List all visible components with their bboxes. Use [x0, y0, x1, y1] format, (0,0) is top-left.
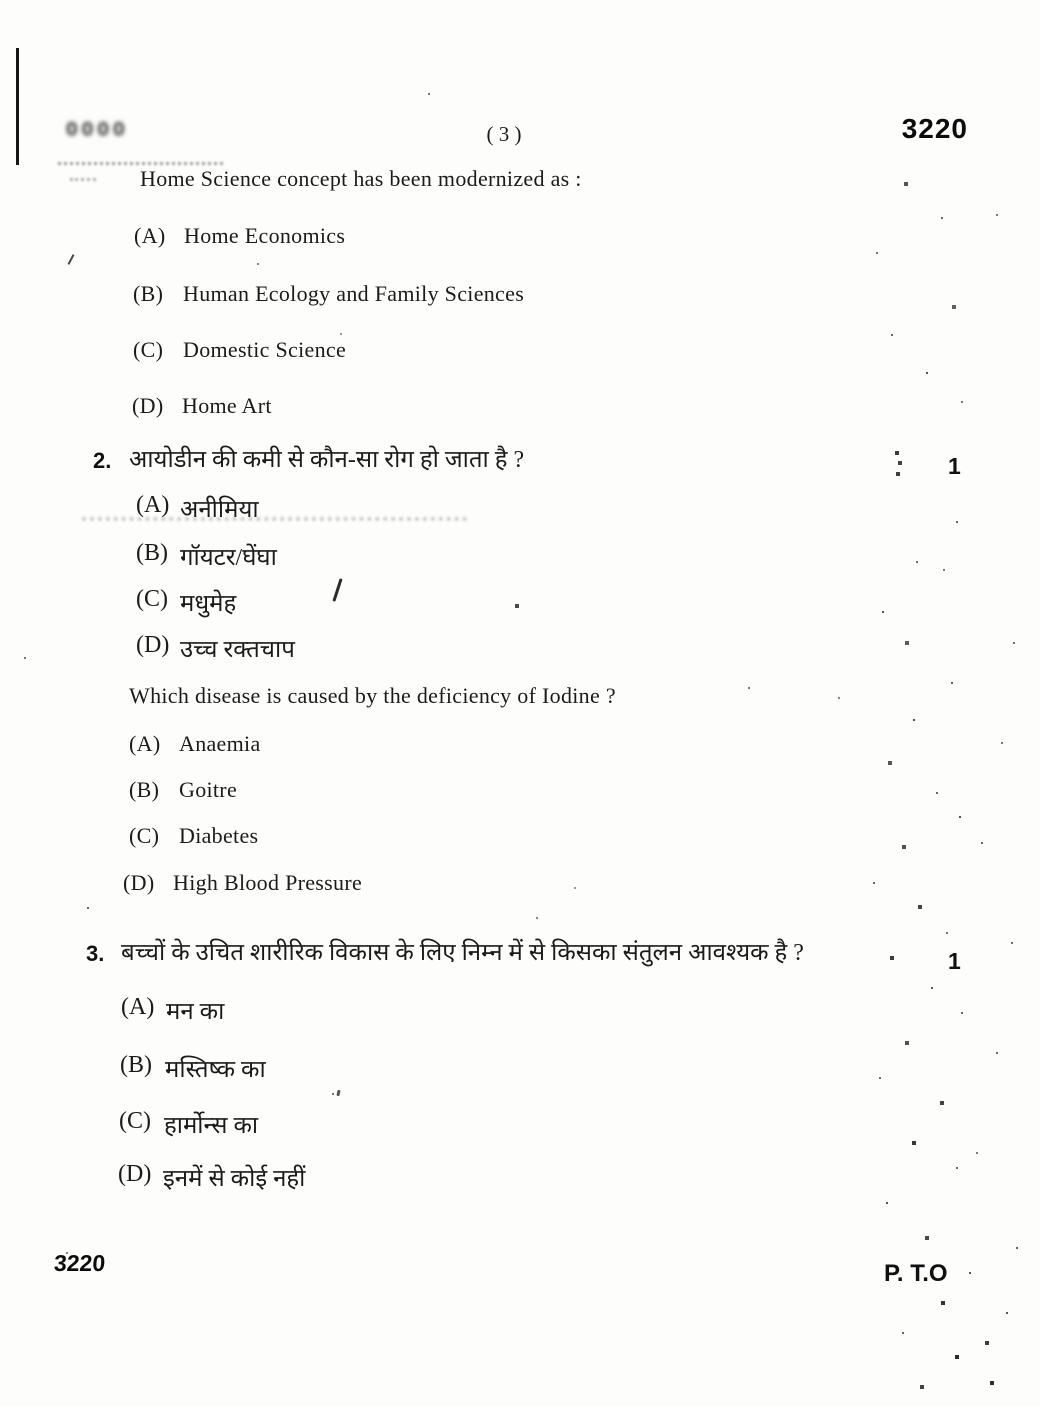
scan-noise-speckles [0, 0, 2, 2]
option-text: Home Art [182, 393, 272, 418]
question-3-option-c [119, 1108, 258, 1141]
scan-edge-line [16, 48, 19, 165]
question-3-number: 3. [86, 941, 105, 966]
question-1-option-d [132, 393, 272, 419]
option-letter: (C) [129, 823, 160, 848]
option-text: Domestic Science [183, 337, 347, 362]
option-letter: (B) [120, 1052, 152, 1078]
question-2-option-b-hindi [136, 540, 277, 573]
stray-pen-mark [336, 1090, 340, 1096]
question-2-stem-hindi: आयोडीन की कमी से कौन-सा रोग हो जाता है ? [129, 447, 525, 473]
question-2-option-d-hindi [136, 632, 295, 665]
question-1-option-a [134, 223, 345, 249]
option-text: Anaemia [179, 731, 261, 756]
stray-pen-mark [332, 578, 342, 602]
page-number: ( 3 ) [486, 122, 522, 146]
question-1-stem-english: Home Science concept has been modernized as : [140, 166, 582, 191]
question-2-option-a-english [129, 731, 261, 757]
question-2-option-a-hindi [136, 492, 259, 525]
option-letter: (C) [136, 586, 168, 612]
ink-smudge-dashes [58, 162, 223, 165]
paper-code-bottom: 3220 [53, 1250, 107, 1276]
option-letter: (B) [133, 281, 164, 306]
option-letter: (D) [118, 1161, 152, 1187]
question-1-option-c [133, 337, 346, 363]
option-letter: (A) [121, 994, 155, 1020]
option-letter: (A) [136, 492, 170, 518]
question-3-option-b [120, 1052, 266, 1085]
question-2-option-d-english [123, 870, 362, 896]
ink-smudge-dashes [70, 178, 96, 181]
question-2-option-b-english [129, 777, 237, 803]
option-text: मस्तिष्क का [165, 1057, 266, 1083]
option-letter: (D) [123, 870, 155, 895]
option-text: अनीमिया [180, 497, 259, 523]
option-letter: (D) [132, 393, 164, 418]
please-turn-over: P. T.O [884, 1260, 948, 1287]
option-text: हार्मोन्स का [164, 1113, 259, 1139]
option-letter: (D) [136, 632, 170, 658]
option-text: उच्च रक्तचाप [180, 637, 295, 663]
question-3-marks: 1 [948, 948, 961, 974]
option-letter: (B) [129, 777, 160, 802]
option-text: मन का [166, 999, 225, 1025]
option-letter: (A) [134, 223, 166, 248]
option-text: Human Ecology and Family Sciences [183, 281, 525, 306]
option-letter: (C) [119, 1108, 151, 1134]
option-text: मधुमेह [180, 591, 237, 617]
option-letter: (C) [133, 337, 164, 362]
option-text: इनमें से कोई नहीं [163, 1166, 306, 1192]
ink-smudge: 0000 [66, 118, 129, 141]
question-1-option-b [133, 281, 524, 307]
paper-code-top: 3220 [901, 113, 968, 144]
question-3-option-a [121, 994, 224, 1027]
question-2-stem-english: Which disease is caused by the deficiency of Iodine ? [129, 683, 616, 708]
stray-pen-mark [68, 254, 75, 265]
option-text: गॉयटर/घेंघा [180, 545, 277, 571]
option-letter: (A) [129, 731, 161, 756]
question-2-marks: 1 [948, 453, 961, 479]
question-3-stem-hindi: बच्चों के उचित शारीरिक विकास के लिए निम्न में से किसका संतुलन आवश्यक है ? [121, 940, 804, 966]
question-2-option-c-hindi [136, 586, 236, 619]
option-text: High Blood Pressure [173, 870, 363, 895]
question-2-number: 2. [93, 448, 112, 473]
question-2-option-c-english [129, 823, 258, 849]
option-text: Diabetes [179, 823, 259, 848]
option-text: Goitre [179, 777, 238, 802]
option-letter: (B) [136, 540, 168, 566]
question-3-option-d [118, 1161, 305, 1194]
option-text: Home Economics [184, 223, 346, 248]
